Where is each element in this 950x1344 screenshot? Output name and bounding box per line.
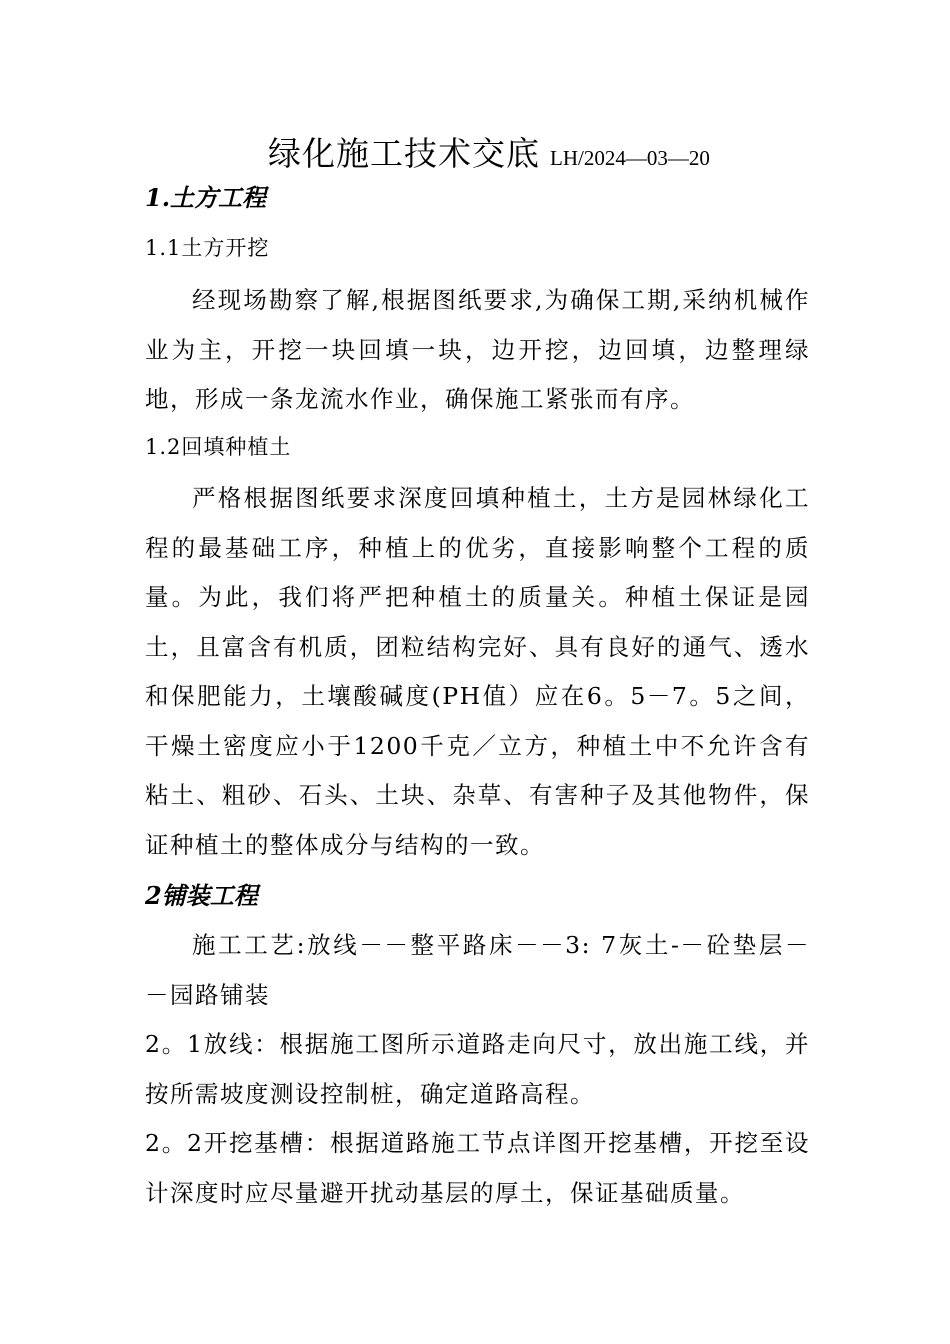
list-item-trench-excavation: 2。2开挖基槽：根据道路施工节点详图开挖基槽，开挖至设计深度时应尽量避开扰动基层的厚土，保证基础质量。: [145, 1129, 810, 1207]
paragraph-process: 施工工艺:放线－－整平路床－－3: 7灰土-－砼垫层－－园路铺装: [145, 931, 810, 1009]
section-heading-earthwork: 1.土方工程: [145, 183, 267, 212]
document-title-line: [268, 128, 710, 175]
document-code: LH/2024—03—20: [550, 146, 710, 170]
section-heading-paving: 2铺装工程: [145, 881, 258, 910]
subsection-heading-backfill: 1.2回填种植土: [145, 435, 292, 459]
subsection-heading-excavation: 1.1土方开挖: [145, 236, 270, 260]
paragraph-backfill: 严格根据图纸要求深度回填种植土，土方是园林绿化工程的最基础工序，种植上的优劣，直接影响整个工程的质量。为此，我们将严把种植土的质量关。种植土保证是园土，且富含有机质，团粒结构完好、具有良好的通气、透水和保肥能力，土壤酸碱度(PH值）应在6。5－7。5之间，干燥土密度应小于1200千克／立方，种植土中不允许含有粘土、粗砂、石头、土块、杂草、有害种子及其他物件，保证种植土的整体成分与结构的一致。: [145, 484, 810, 859]
document-title: 绿化施工技术交底: [268, 134, 540, 173]
paragraph-excavation: 经现场勘察了解,根据图纸要求,为确保工期,采纳机械作业为主，开挖一块回填一块，边开挖，边回填，边整理绿地，形成一条龙流水作业，确保施工紧张而有序。: [145, 286, 810, 413]
list-item-setting-out: 2。1放线：根据施工图所示道路走向尺寸，放出施工线，并按所需坡度测设控制桩，确定道路高程。: [145, 1030, 810, 1108]
